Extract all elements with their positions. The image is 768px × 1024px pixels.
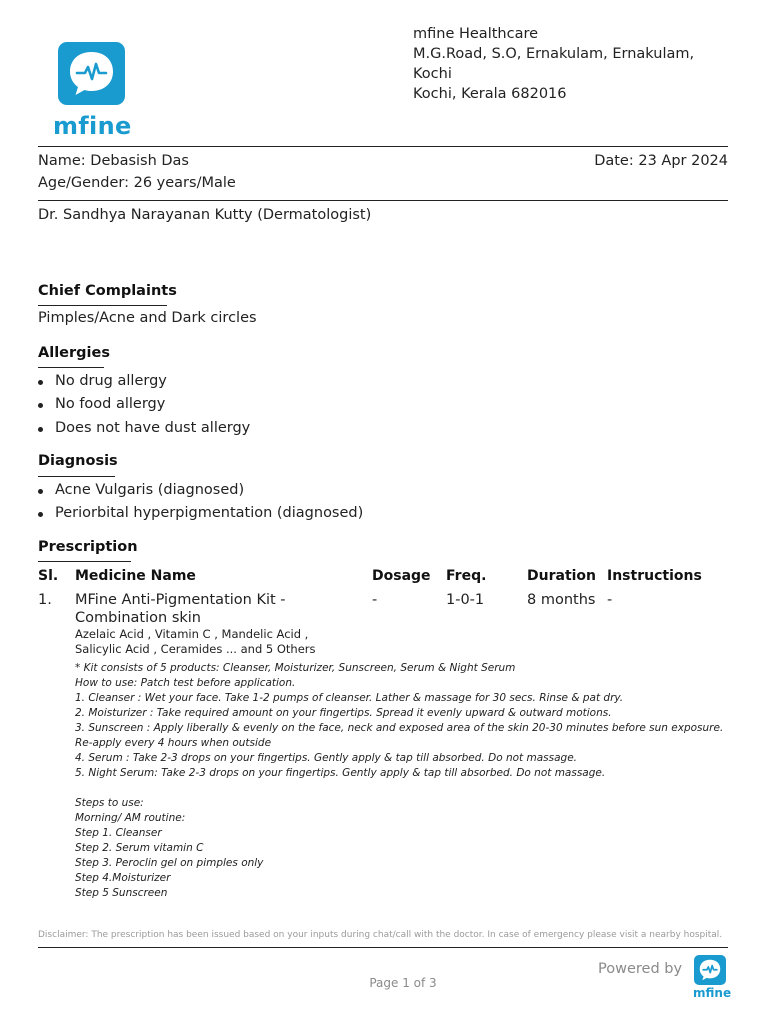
allergies-list: [38, 370, 250, 440]
heading-underline: [38, 561, 131, 562]
heading-underline: [38, 305, 167, 306]
doctor-name: Dr. Sandhya Narayanan Kutty (Dermatologist): [38, 207, 372, 223]
prescription-heading: Prescription: [38, 539, 138, 555]
row-medicine-name: MFine Anti-Pigmentation Kit - Combination skin: [75, 592, 286, 626]
list-item: Periorbital hyperpigmentation (diagnosed): [38, 502, 363, 525]
note-line: 3. Sunscreen : Apply liberally & evenly on the face, neck and exposed area of the skin 20-30 minutes before sun exposure. Re-apply every 4 hours when outside: [75, 722, 724, 749]
note-line: 1. Cleanser : Wet your face. Take 1-2 pumps of cleanser. Lather & massage for 30 secs. Rinse & pat dry.: [75, 692, 624, 704]
powered-by-text: Powered by: [598, 961, 683, 977]
patient-divider: [38, 200, 728, 201]
disclaimer-text: Disclaimer: The prescription has been issued based on your inputs during chat/call with the doctor. In case of emergency please visit a nearby hospital.: [38, 930, 723, 940]
row-freq: 1-0-1: [446, 592, 485, 608]
column-header-medicine: Medicine Name: [75, 568, 196, 584]
usage-notes: [75, 661, 725, 901]
note-line: * Kit consists of 5 products: Cleanser, Moisturizer, Sunscreen, Serum & Night Serum: [75, 662, 516, 674]
note-line: Step 1. Cleanser: [75, 827, 162, 839]
clinic-address-line1: M.G.Road, S.O, Ernakulam, Ernakulam,: [413, 46, 695, 62]
note-line: 2. Moisturizer : Take required amount on your fingertips. Spread it evenly upward & outward motions.: [75, 707, 612, 719]
note-line: 5. Night Serum: Take 2-3 drops on your fingertips. Gently apply & tap till absorbed. Do not massage.: [75, 767, 606, 779]
row-duration: 8 months: [527, 592, 596, 608]
page-number: Page 1 of 3: [369, 976, 437, 990]
heading-underline: [38, 476, 115, 477]
diagnosis-list: [38, 479, 363, 526]
patient-name: Name: Debasish Das: [38, 153, 189, 169]
allergies-heading: Allergies: [38, 345, 110, 361]
row-composition: Azelaic Acid , Vitamin C , Mandelic Acid , Salicylic Acid , Ceramides ... and 5 Others: [75, 627, 316, 656]
list-item: No drug allergy: [38, 370, 250, 393]
row-sl: 1.: [38, 592, 52, 608]
row-instructions: -: [607, 592, 613, 608]
mfine-logo-icon: [58, 42, 125, 105]
column-header-freq: Freq.: [446, 568, 487, 584]
note-line: 4. Serum : Take 2-3 drops on your fingertips. Gently apply & tap till absorbed. Do not massage.: [75, 752, 577, 764]
note-line: Step 5 Sunscreen: [75, 887, 168, 899]
header-divider: [38, 146, 728, 147]
note-line: [75, 781, 725, 796]
note-line: Step 2. Serum vitamin C: [75, 842, 204, 854]
note-line: How to use: Patch test before application.: [75, 677, 296, 689]
heading-underline: [38, 367, 104, 368]
column-header-dosage: Dosage: [372, 568, 431, 584]
footer-brand-wordmark: mfine: [693, 986, 732, 1000]
chief-complaints-heading: Chief Complaints: [38, 283, 177, 299]
list-item: Does not have dust allergy: [38, 417, 250, 440]
list-item: No food allergy: [38, 393, 250, 416]
row-dosage: -: [372, 592, 378, 608]
patient-age-gender: Age/Gender: 26 years/Male: [38, 175, 236, 191]
note-line: Step 4.Moisturizer: [75, 872, 171, 884]
clinic-name: mfine Healthcare: [413, 26, 539, 42]
clinic-address-line3: Kochi, Kerala 682016: [413, 86, 567, 102]
prescription-date: Date: 23 Apr 2024: [594, 153, 728, 169]
clinic-address-line2: Kochi: [413, 66, 452, 82]
column-header-instructions: Instructions: [607, 568, 702, 584]
footer-divider: [38, 947, 728, 948]
note-line: Step 3. Peroclin gel on pimples only: [75, 857, 264, 869]
diagnosis-heading: Diagnosis: [38, 453, 118, 469]
brand-wordmark: mfine: [53, 112, 132, 140]
note-line: Steps to use:: [75, 797, 144, 809]
chief-complaints-text: Pimples/Acne and Dark circles: [38, 310, 257, 326]
column-header-sl: Sl.: [38, 568, 59, 584]
column-header-duration: Duration: [527, 568, 597, 584]
clinic-address: [413, 24, 694, 104]
list-item: Acne Vulgaris (diagnosed): [38, 479, 363, 502]
note-line: Morning/ AM routine:: [75, 812, 186, 824]
